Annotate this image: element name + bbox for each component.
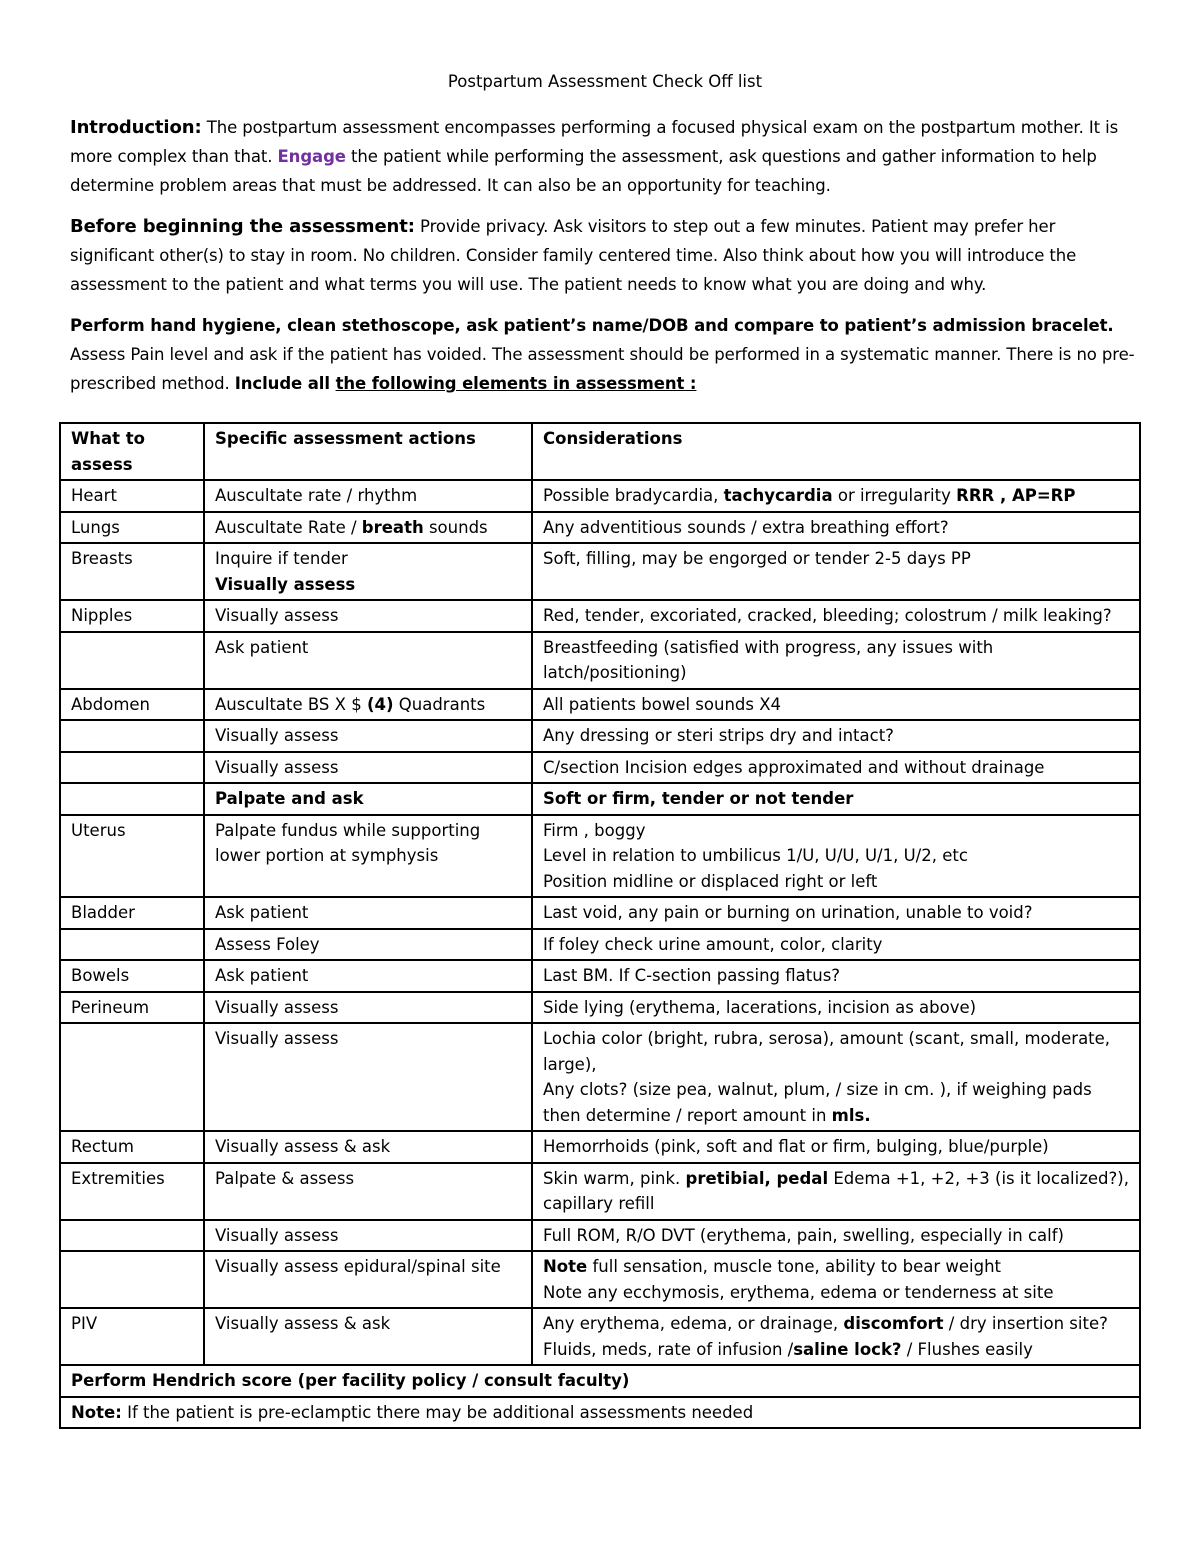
action-bold: Visually assess xyxy=(215,574,356,594)
row-action: Visually assess xyxy=(204,752,532,784)
table-row xyxy=(60,929,1140,961)
row-action: Visually assess xyxy=(204,1220,532,1252)
row-what: Extremities xyxy=(60,1163,204,1220)
cons-text: Edema +1, +2, +3 (is it localized?), capillary refill xyxy=(543,1168,1129,1213)
row-what xyxy=(60,720,204,752)
row-action: Ask patient xyxy=(204,632,532,689)
cons-text: Skin warm, pink. xyxy=(543,1168,686,1188)
row-considerations: Full ROM, R/O DVT (erythema, pain, swelling, especially in calf) xyxy=(532,1220,1140,1252)
row-considerations: Red, tender, excoriated, cracked, bleeding; colostrum / milk leaking? xyxy=(532,600,1140,632)
introduction-text-2: the patient while performing the assessment, ask questions and gather information to help determine problem areas that must be addressed. It can also be an opportunity for teaching. xyxy=(70,147,1097,195)
table-row xyxy=(60,815,1140,898)
cons-text: Any clots? (size pea, walnut, plum, / size in cm. ), if weighing pads then determine / report amount in xyxy=(543,1080,1092,1125)
row-considerations: Hemorrhoids (pink, soft and flat or firm, bulging, blue/purple) xyxy=(532,1131,1140,1163)
note-label: Note: xyxy=(71,1402,122,1422)
row-considerations: Last BM. If C-section passing flatus? xyxy=(532,960,1140,992)
row-action: Palpate and ask xyxy=(204,783,532,815)
table-row xyxy=(60,1220,1140,1252)
header-what-to-assess: What to assess xyxy=(60,423,204,480)
row-considerations xyxy=(532,1163,1140,1220)
assessment-table xyxy=(59,422,1141,1429)
cons-text: / dry insertion site? xyxy=(943,1314,1108,1333)
row-action xyxy=(204,512,532,544)
cons-bold: pretibial, pedal xyxy=(685,1168,829,1188)
row-what: Nipples xyxy=(60,600,204,632)
table-row xyxy=(60,783,1140,815)
table-footer-row xyxy=(60,1365,1140,1397)
row-considerations: Side lying (erythema, lacerations, incision as above) xyxy=(532,992,1140,1024)
cons-text: / Flushes easily xyxy=(901,1339,1033,1359)
cons-line: Lochia color (bright, rubra, serosa), amount (scant, small, moderate, large), xyxy=(543,1029,1111,1074)
table-row xyxy=(60,1251,1140,1308)
cons-text: full sensation, muscle tone, ability to bear weight xyxy=(587,1257,1002,1276)
perform-paragraph xyxy=(70,311,1140,398)
cons-bold: tachycardia xyxy=(723,486,833,505)
row-considerations xyxy=(532,1251,1140,1308)
header-specific-actions: Specific assessment actions xyxy=(204,423,532,480)
hendrich-score-row: Perform Hendrich score (per facility policy / consult faculty) xyxy=(60,1365,1140,1397)
before-beginning-paragraph xyxy=(70,212,1140,299)
row-considerations: Last void, any pain or burning on urination, unable to void? xyxy=(532,897,1140,929)
row-what: Uterus xyxy=(60,815,204,898)
introduction-paragraph xyxy=(70,113,1140,200)
header-considerations: Considerations xyxy=(532,423,1140,480)
action-text: Quadrants xyxy=(393,694,486,714)
row-what: Bladder xyxy=(60,897,204,929)
row-what xyxy=(60,1220,204,1252)
cons-text: Fluids, meds, rate of infusion / xyxy=(543,1339,794,1359)
include-all-text: Include all xyxy=(234,374,336,393)
row-action: Palpate fundus while supporting lower portion at symphysis xyxy=(204,815,532,898)
row-what xyxy=(60,632,204,689)
row-action: Visually assess & ask xyxy=(204,1308,532,1365)
perform-text: Assess Pain level and ask if the patient has voided. The assessment should be performed in a systematic manner. There is no pre-prescribed method. xyxy=(70,345,1135,393)
note-text: If the patient is pre-eclamptic there may be additional assessments needed xyxy=(121,1402,754,1422)
row-what: Breasts xyxy=(60,543,204,600)
table-row xyxy=(60,720,1140,752)
cons-line: Firm , boggy xyxy=(543,820,646,840)
row-what: Perineum xyxy=(60,992,204,1024)
table-row xyxy=(60,1131,1140,1163)
row-what xyxy=(60,929,204,961)
table-row xyxy=(60,897,1140,929)
table-row xyxy=(60,512,1140,544)
table-row xyxy=(60,1023,1140,1131)
row-what: PIV xyxy=(60,1308,204,1365)
row-what: Bowels xyxy=(60,960,204,992)
row-action: Visually assess xyxy=(204,1023,532,1131)
action-text: Auscultate Rate / xyxy=(215,517,362,537)
cons-bold: saline lock? xyxy=(793,1339,902,1359)
row-considerations: Soft, filling, may be engorged or tender 2-5 days PP xyxy=(532,543,1140,600)
cons-line: Note any ecchymosis, erythema, edema or tenderness at site xyxy=(543,1282,1054,1302)
row-action: Visually assess xyxy=(204,992,532,1024)
engage-word: Engage xyxy=(277,147,346,166)
row-action xyxy=(204,689,532,721)
action-text: Inquire if tender xyxy=(215,549,348,568)
action-text: Auscultate BS X $ xyxy=(215,694,367,714)
row-considerations: Soft or firm, tender or not tender xyxy=(532,783,1140,815)
table-footer-row xyxy=(60,1397,1140,1429)
before-beginning-heading: Before beginning the assessment: xyxy=(70,216,415,237)
row-considerations xyxy=(532,1023,1140,1131)
row-considerations: Any dressing or steri strips dry and intact? xyxy=(532,720,1140,752)
table-row xyxy=(60,752,1140,784)
table-row xyxy=(60,600,1140,632)
row-what xyxy=(60,752,204,784)
row-action: Visually assess xyxy=(204,720,532,752)
table-row xyxy=(60,480,1140,512)
introduction-text-1: The postpartum assessment encompasses performing a focused physical exam on the postpartum mother. It is more complex than that. xyxy=(70,118,1119,166)
row-what: Lungs xyxy=(60,512,204,544)
row-considerations: Breastfeeding (satisfied with progress, any issues with latch/positioning) xyxy=(532,632,1140,689)
cons-bold: mls. xyxy=(831,1105,871,1125)
row-action: Auscultate rate / rhythm xyxy=(204,480,532,512)
cons-line: Position midline or displaced right or left xyxy=(543,871,878,891)
row-action: Ask patient xyxy=(204,897,532,929)
cons-text: or irregularity xyxy=(832,486,957,505)
cons-bold: Note xyxy=(543,1257,588,1276)
cons-line: Level in relation to umbilicus 1/U, U/U, U/1, U/2, etc xyxy=(543,846,968,865)
row-action: Assess Foley xyxy=(204,929,532,961)
row-what: Abdomen xyxy=(60,689,204,721)
row-action xyxy=(204,543,532,600)
row-action: Palpate & assess xyxy=(204,1163,532,1220)
table-row xyxy=(60,632,1140,689)
table-row xyxy=(60,960,1140,992)
row-action: Visually assess & ask xyxy=(204,1131,532,1163)
page-title: Postpartum Assessment Check Off list xyxy=(447,72,763,91)
introduction-heading: Introduction: xyxy=(70,117,202,138)
row-what: Rectum xyxy=(60,1131,204,1163)
table-row xyxy=(60,543,1140,600)
row-considerations xyxy=(532,480,1140,512)
row-considerations: C/section Incision edges approximated and without drainage xyxy=(532,752,1140,784)
cons-bold: discomfort xyxy=(843,1314,944,1333)
table-row xyxy=(60,1163,1140,1220)
row-considerations: Any adventitious sounds / extra breathing effort? xyxy=(532,512,1140,544)
cons-text: Possible bradycardia, xyxy=(543,486,724,505)
row-what xyxy=(60,1023,204,1131)
row-what xyxy=(60,1251,204,1308)
row-action: Ask patient xyxy=(204,960,532,992)
table-row xyxy=(60,689,1140,721)
action-bold: (4) xyxy=(366,694,394,714)
before-beginning-text: Provide privacy. Ask visitors to step out a few minutes. Patient may prefer her significant other(s) to stay in room. No children. Consider family centered time. Also think about how you will introduce the assessment to the patient and what terms you will use. The patient needs to know what you are doing and why. xyxy=(70,217,1077,294)
row-considerations xyxy=(532,815,1140,898)
action-bold: breath xyxy=(361,517,424,537)
row-considerations: All patients bowel sounds X4 xyxy=(532,689,1140,721)
row-considerations xyxy=(532,1308,1140,1365)
perform-bold-text: Perform hand hygiene, clean stethoscope, ask patient’s name/DOB and compare to patient’s admission bracelet. xyxy=(70,316,1114,335)
table-row xyxy=(60,992,1140,1024)
note-row xyxy=(60,1397,1140,1429)
table-row xyxy=(60,1308,1140,1365)
document-page xyxy=(70,72,1140,410)
following-elements-text: the following elements in assessment : xyxy=(335,374,697,393)
cons-bold: RRR , AP=RP xyxy=(956,486,1076,505)
row-what xyxy=(60,783,204,815)
row-action: Visually assess xyxy=(204,600,532,632)
row-considerations: If foley check urine amount, color, clarity xyxy=(532,929,1140,961)
cons-text: Any erythema, edema, or drainage, xyxy=(543,1314,844,1333)
action-text: sounds xyxy=(423,517,488,537)
row-action: Visually assess epidural/spinal site xyxy=(204,1251,532,1308)
table-header-row xyxy=(60,423,1140,480)
row-what: Heart xyxy=(60,480,204,512)
